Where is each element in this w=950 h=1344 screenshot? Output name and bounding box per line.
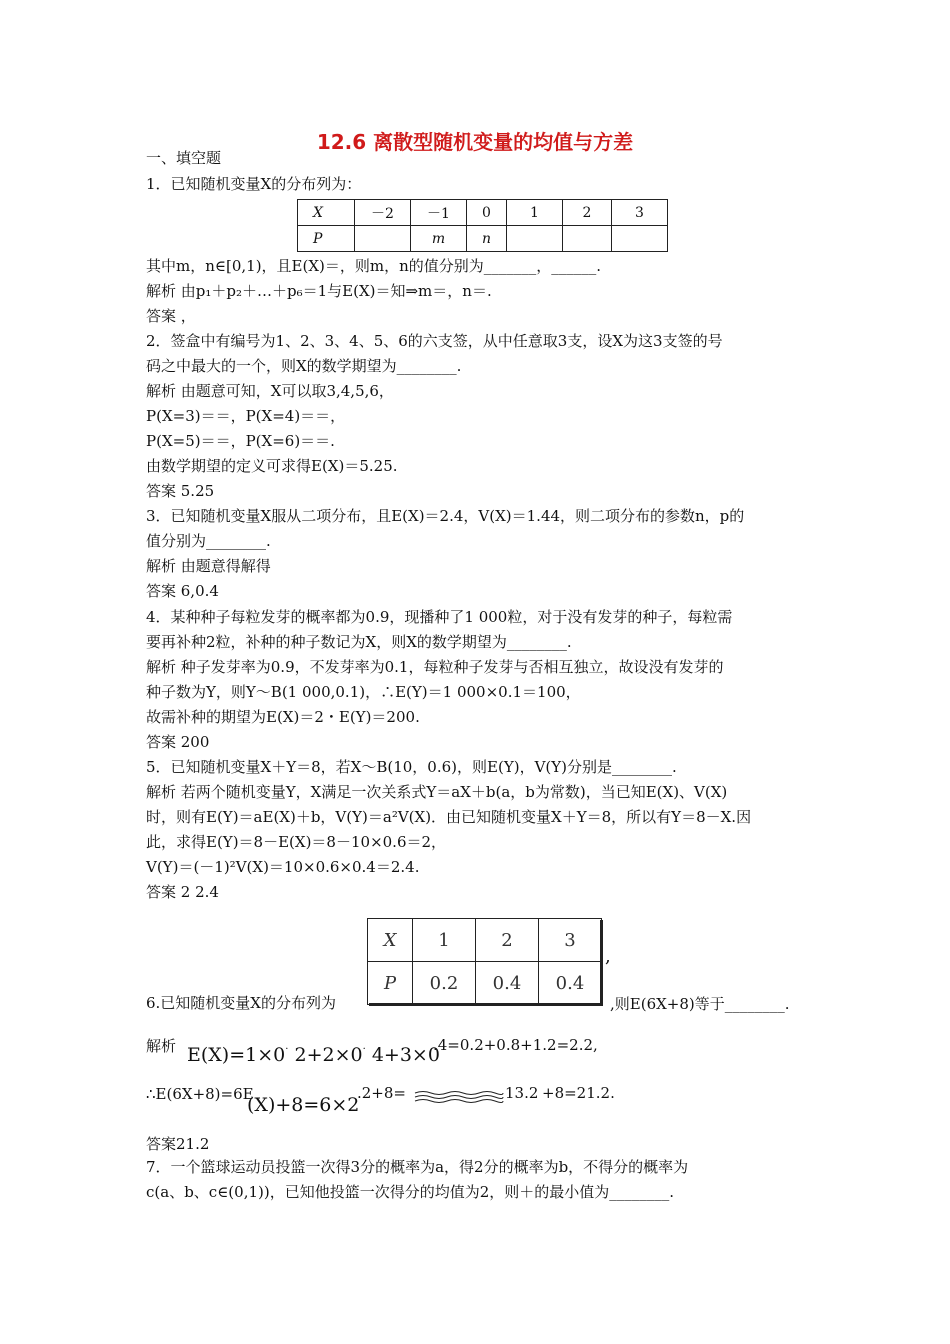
- q7-stem-line2: c(a、b、c∈(0,1))，已知他投篮一次得分的均值为2，则＋的最小值为________.: [146, 1183, 675, 1201]
- q1-header-cell: 2: [563, 200, 612, 226]
- q6-table-header-row: [368, 919, 602, 962]
- q2-answer: 答案 5.25: [146, 482, 215, 500]
- q1-distribution-table: [297, 199, 668, 252]
- q6-wavy-lines-artifact: [413, 1090, 505, 1104]
- q1-prob-cell: [563, 226, 612, 252]
- q1-header-cell: 0: [467, 200, 507, 226]
- q2-analysis-line1: 解析 由题意可知，X可以取3,4,5,6，: [146, 382, 394, 400]
- q6-analysis-label: 解析: [146, 1037, 177, 1055]
- q6-formula-expectation: E(X)=1×0· 2+2×0· 4+3×0: [187, 1044, 440, 1066]
- q2-analysis-line3: P(X=5)＝＝，P(X=6)＝＝.: [146, 432, 335, 450]
- page-title: 12.6 离散型随机变量的均值与方差: [316, 130, 634, 154]
- q6-prob-cell: 0.4: [476, 962, 539, 1005]
- q3-answer: 答案 6,0.4: [146, 582, 219, 600]
- q6-prob-cell: 0.2: [413, 962, 476, 1005]
- q6-table-comma: ,: [605, 946, 611, 967]
- q5-answer: 答案 2 2.4: [146, 883, 219, 901]
- q4-stem-line2: 要再补种2粒，补种的种子数记为X，则X的数学期望为________.: [146, 633, 572, 651]
- q1-prob-cell: [507, 226, 563, 252]
- q2-analysis-line2: P(X=3)＝＝，P(X=4)＝＝，: [146, 407, 346, 425]
- q4-stem-line1: 4．某种种子每粒发芽的概率都为0.9，现播种了1 000粒，对于没有发芽的种子，每粒需: [146, 608, 733, 626]
- q1-prob-cell: [612, 226, 668, 252]
- q2-analysis-line4: 由数学期望的定义可求得E(X)＝5.25.: [146, 457, 398, 475]
- q4-analysis-line1: 解析 种子发芽率为0.9，不发芽率为0.1，每粒种子发芽与否相互独立，故设没有发芽的: [146, 658, 724, 676]
- q4-answer: 答案 200: [146, 733, 210, 751]
- section-heading: 一、填空题: [146, 149, 222, 167]
- q3-analysis: 解析 由题意得解得: [146, 557, 271, 575]
- q6-formula-line2: (X)+8=6×2: [247, 1094, 360, 1116]
- q1-stem: 1．已知随机变量X的分布列为：: [146, 175, 362, 193]
- q1-prob-cell: [355, 226, 411, 252]
- q6-stem-after: ,则E(6X+8)等于________.: [610, 995, 790, 1013]
- q6-stem-before: 6.已知随机变量X的分布列为: [146, 994, 336, 1012]
- q6-line2-tail-c: +8=21.2.: [542, 1084, 615, 1102]
- q1-header-cell: －1: [411, 200, 467, 226]
- q1-analysis: 解析 由p₁＋p₂＋…＋p₆＝1与E(X)＝知⇒m＝，n＝.: [146, 282, 492, 300]
- q6-line2-tail-b: 13.2: [505, 1084, 539, 1102]
- q6-table-prob-row: [368, 962, 602, 1005]
- q4-analysis-line2: 种子数为Y，则Y～B(1 000,0.1)，∴E(Y)＝1 000×0.1＝100，: [146, 683, 581, 701]
- q5-analysis-line3: 此，求得E(Y)＝8－E(X)＝8－10×0.6＝2，: [146, 833, 447, 851]
- q6-analysis-tail: .4=0.2+0.8+1.2=2.2,: [433, 1036, 598, 1054]
- q1-table-header-row: [298, 200, 668, 226]
- q1-header-cell: －2: [355, 200, 411, 226]
- q1-header-cell: 1: [507, 200, 563, 226]
- q6-header-cell: 3: [539, 919, 602, 962]
- q5-analysis-line2: 时，则有E(Y)＝aE(X)＋b，V(Y)＝a²V(X)．由已知随机变量X＋Y＝8，所以有Y＝8－X.因: [146, 808, 752, 826]
- q6-header-cell: 1: [413, 919, 476, 962]
- q6-formula-part: 4+3×0: [371, 1044, 440, 1066]
- q7-stem-line1: 7．一个篮球运动员投篮一次得3分的概率为a，得2分的概率为b，不得分的概率为: [146, 1158, 689, 1176]
- q1-table-prob-row: [298, 226, 668, 252]
- q1-conditions: 其中m，n∈[0,1)，且E(X)＝，则m，n的值分别为_______，______.: [146, 257, 602, 275]
- q1-prob-cell: n: [467, 226, 507, 252]
- q3-stem-line2: 值分别为________.: [146, 532, 271, 550]
- q6-header-cell: X: [368, 919, 413, 962]
- q2-stem-line1: 2．签盒中有编号为1、2、3、4、5、6的六支签，从中任意取3支，设X为这3支签的号: [146, 332, 723, 350]
- q6-prob-cell: P: [368, 962, 413, 1005]
- q5-analysis-line1: 解析 若两个随机变量Y，X满足一次关系式Y＝aX＋b(a，b为常数)，当已知E(X)、V(X): [146, 783, 728, 801]
- q6-line2-tail-a: .2+8=: [357, 1084, 406, 1102]
- q6-distribution-table: [367, 918, 602, 1005]
- q6-prob-cell: 0.4: [539, 962, 602, 1005]
- q6-header-cell: 2: [476, 919, 539, 962]
- q1-header-cell: 3: [612, 200, 668, 226]
- q4-analysis-line3: 故需补种的期望为E(X)＝2・E(Y)＝200.: [146, 708, 420, 726]
- q6-formula-part: E(X)=1×0: [187, 1044, 286, 1066]
- q5-analysis-line4: V(Y)＝(－1)²V(X)＝10×0.6×0.4＝2.4.: [146, 858, 420, 876]
- q1-prob-cell: P: [298, 226, 355, 252]
- q6-line2-prefix: ∴E(6X+8)=6E: [146, 1085, 254, 1103]
- q1-answer: 答案 ，: [146, 307, 196, 325]
- q1-prob-cell: m: [411, 226, 467, 252]
- q6-formula-part: 2+2×0: [294, 1044, 363, 1066]
- q1-header-cell: X: [298, 200, 355, 226]
- q2-stem-line2: 码之中最大的一个，则X的数学期望为________.: [146, 357, 462, 375]
- q5-stem: 5．已知随机变量X＋Y＝8，若X～B(10，0.6)，则E(Y)，V(Y)分别是________.: [146, 758, 677, 776]
- q6-answer: 答案21.2: [146, 1135, 210, 1153]
- q3-stem-line1: 3．已知随机变量X服从二项分布，且E(X)＝2.4，V(X)＝1.44，则二项分布的参数n，p的: [146, 507, 745, 525]
